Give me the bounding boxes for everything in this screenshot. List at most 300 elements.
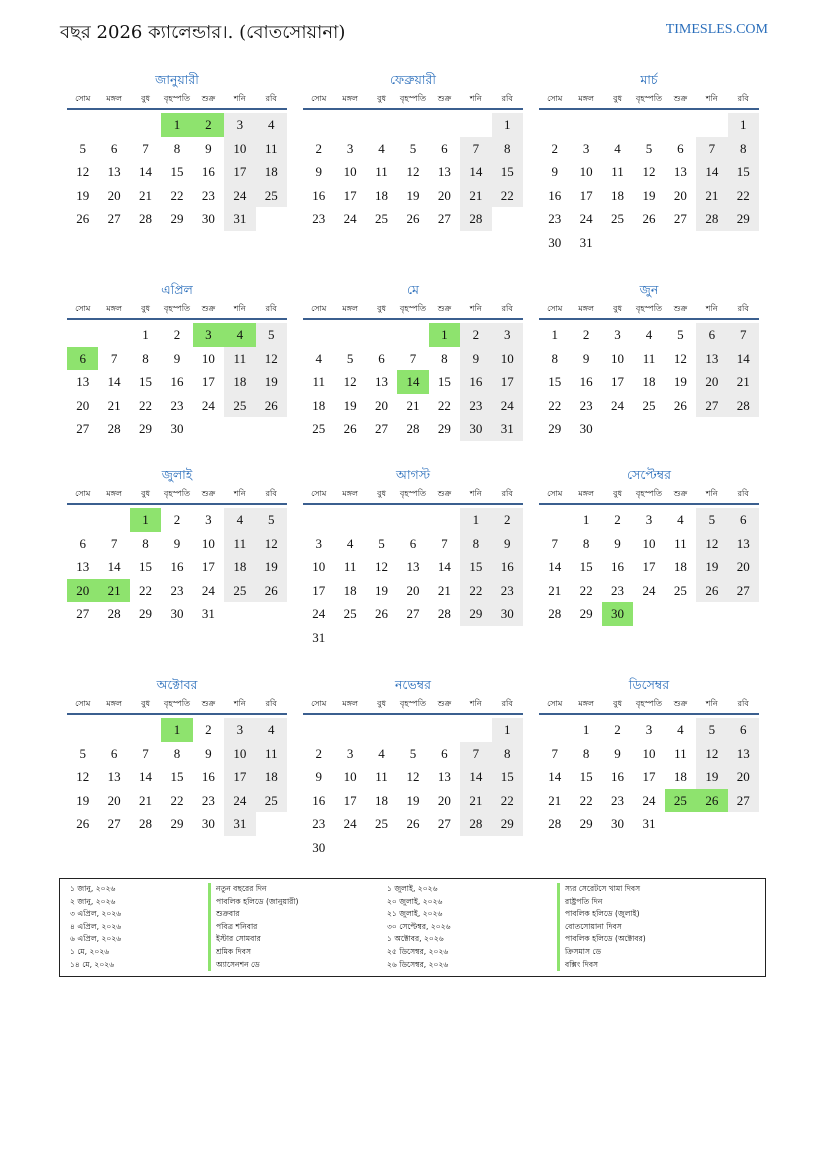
day-cell: 12	[406, 164, 420, 179]
day-cell: 11	[256, 742, 287, 766]
day-cell: 11	[312, 374, 325, 389]
empty-cell	[633, 113, 664, 137]
day-cell: 19	[375, 582, 389, 598]
day-cell: 8	[173, 140, 181, 156]
day-cell: 29	[579, 606, 593, 621]
day-cell: 7	[551, 745, 558, 761]
day-cell: 13	[76, 559, 90, 574]
month-calendar	[67, 280, 287, 441]
empty-cell	[67, 718, 98, 742]
day-cell: 23	[312, 211, 326, 226]
day-grid	[539, 323, 759, 441]
weekday-header	[539, 300, 759, 320]
day-cell: 24	[201, 397, 215, 413]
weekday-label: রবি	[265, 304, 277, 313]
day-cell: 25	[256, 789, 287, 813]
day-cell: 15	[170, 164, 184, 179]
day-cell: 1	[582, 512, 590, 527]
day-cell: 18	[673, 769, 687, 784]
day-cell: 24	[312, 606, 326, 621]
weekday-label: শনি	[233, 699, 246, 708]
day-cell: 14	[139, 769, 153, 784]
day-cell: 27	[437, 211, 451, 226]
day-cell: 9	[614, 745, 621, 761]
day-cell: 29	[437, 421, 451, 436]
day-cell: 26	[642, 211, 656, 226]
day-cell: 28	[406, 421, 420, 436]
day-cell: 26	[696, 579, 727, 603]
day-cell: 28	[139, 816, 153, 831]
day-cell: 9	[173, 535, 181, 551]
day-cell: 30	[201, 211, 215, 226]
day-cell: 30	[170, 606, 184, 621]
day-cell: 18	[256, 160, 287, 184]
page-title: বছর 2026 ক্যালেন্ডার।. (বোতসোয়ানা)	[60, 22, 346, 43]
day-cell: 13	[728, 532, 759, 556]
day-cell: 21	[406, 397, 420, 413]
day-cell: 8	[582, 535, 590, 551]
holiday-name: পবিত্র শনিবার	[208, 921, 299, 934]
day-cell: 2	[315, 745, 322, 761]
month-calendar	[539, 675, 759, 836]
holiday-name: ইস্টার সোমবার	[208, 933, 299, 946]
day-cell: 27	[673, 211, 687, 226]
holiday-day-cell: 1	[161, 113, 192, 137]
weekday-label: শনি	[705, 699, 718, 708]
holiday-date: ৩০ সেপ্টেম্বর, ২০২৬	[387, 921, 451, 931]
weekday-label: শনি	[469, 489, 482, 498]
weekday-label: রবি	[501, 489, 513, 498]
holiday-name: পাবলিক হলিডে (জানুয়ারী)	[208, 896, 299, 909]
day-cell: 2	[551, 140, 558, 156]
day-cell: 15	[548, 374, 562, 389]
day-cell: 30	[579, 421, 593, 436]
day-cell: 25	[375, 211, 389, 226]
weekday-label: মঙ্গল	[342, 489, 358, 498]
day-cell: 13	[696, 347, 727, 371]
day-cell: 19	[76, 792, 90, 808]
day-cell: 20	[437, 792, 451, 808]
day-cell: 26	[406, 816, 420, 831]
day-cell: 12	[642, 164, 656, 179]
day-cell: 22	[170, 792, 184, 808]
day-cell: 21	[460, 789, 491, 813]
empty-cell	[98, 718, 129, 742]
day-cell: 10	[224, 742, 255, 766]
day-cell: 14	[460, 160, 491, 184]
day-cell: 9	[315, 769, 322, 784]
day-cell: 8	[142, 350, 149, 366]
day-cell: 8	[551, 350, 558, 366]
month-name: অক্টোবর	[156, 677, 198, 692]
day-cell: 16	[201, 164, 215, 179]
holiday-name: রাষ্ট্রপতি দিন	[557, 896, 646, 909]
weekday-label: শুক্র	[673, 304, 688, 313]
day-cell: 4	[645, 327, 653, 342]
weekday-label: রবি	[265, 699, 277, 708]
weekday-header	[303, 695, 523, 715]
day-cell: 20	[728, 555, 759, 579]
day-cell: 25	[611, 211, 625, 226]
empty-cell	[665, 113, 696, 137]
day-cell: 26	[673, 397, 687, 413]
day-cell: 11	[256, 137, 287, 161]
day-cell: 28	[696, 207, 727, 231]
day-grid	[303, 323, 523, 441]
holiday-date: ২৫ ডিসেম্বর, ২০২৬	[387, 946, 449, 956]
day-grid	[67, 323, 287, 441]
day-cell: 30	[492, 602, 523, 626]
day-cell: 19	[256, 555, 287, 579]
day-cell: 26	[76, 816, 90, 831]
empty-cell	[539, 113, 570, 137]
day-cell: 25	[224, 579, 255, 603]
day-cell: 24	[343, 816, 357, 831]
weekday-label: সোম	[75, 94, 91, 103]
day-cell: 22	[170, 187, 184, 203]
weekday-label: শুক্র	[201, 94, 216, 103]
day-cell: 1	[492, 113, 523, 137]
day-cell: 1	[460, 508, 491, 532]
month-name: ফেব্রুয়ারী	[389, 72, 437, 87]
day-cell: 9	[582, 350, 590, 366]
day-cell: 3	[346, 745, 354, 761]
holiday-day-cell: 1	[130, 508, 161, 532]
day-cell: 15	[579, 769, 593, 784]
empty-cell	[539, 508, 570, 532]
weekday-label: বুধ	[141, 304, 151, 313]
day-cell: 18	[224, 555, 255, 579]
day-cell: 31	[224, 812, 255, 836]
month-name: নভেম্বর	[394, 677, 432, 692]
day-cell: 17	[579, 187, 593, 203]
weekday-label: বুধ	[141, 489, 151, 498]
day-cell: 9	[492, 532, 523, 556]
day-cell: 16	[611, 559, 625, 574]
holiday-day-cell: 2	[193, 113, 224, 137]
day-cell: 13	[673, 164, 687, 179]
day-cell: 9	[614, 535, 621, 551]
day-cell: 18	[611, 187, 625, 203]
month-calendar	[539, 70, 759, 254]
day-cell: 29	[170, 211, 184, 226]
day-cell: 4	[346, 535, 354, 551]
weekday-label: মঙ্গল	[342, 304, 358, 313]
weekday-label: শনি	[233, 489, 246, 498]
day-cell: 28	[548, 816, 562, 831]
day-cell: 12	[256, 347, 287, 371]
day-cell: 24	[492, 394, 523, 418]
day-cell: 9	[205, 140, 212, 156]
holiday-name: নতুন বছরের দিন	[208, 883, 299, 896]
day-cell: 2	[582, 327, 590, 342]
weekday-label: শুক্র	[201, 489, 216, 498]
day-cell: 17	[201, 559, 215, 574]
empty-cell	[303, 323, 334, 347]
day-cell: 26	[256, 579, 287, 603]
day-cell: 18	[224, 370, 255, 394]
day-cell: 24	[201, 582, 215, 598]
day-cell: 3	[645, 512, 653, 527]
day-cell: 17	[492, 370, 523, 394]
day-cell: 1	[728, 113, 759, 137]
weekday-label: বৃহস্পতি	[399, 699, 427, 708]
empty-cell	[303, 718, 334, 742]
day-cell: 5	[256, 508, 287, 532]
day-grid	[303, 113, 523, 231]
day-cell: 20	[437, 187, 451, 203]
day-cell: 3	[346, 140, 354, 156]
empty-cell	[303, 113, 334, 137]
day-cell: 27	[76, 606, 90, 621]
day-cell: 10	[642, 535, 656, 551]
day-cell: 20	[406, 582, 420, 598]
weekday-label: বৃহস্পতি	[635, 94, 663, 103]
day-cell: 16	[579, 374, 593, 389]
holiday-names-right	[557, 883, 646, 971]
day-cell: 6	[728, 508, 759, 532]
day-cell: 15	[492, 765, 523, 789]
day-cell: 7	[110, 535, 118, 551]
day-cell: 25	[343, 606, 357, 621]
weekday-label: সোম	[547, 304, 563, 313]
empty-cell	[397, 718, 428, 742]
day-cell: 11	[375, 164, 388, 179]
day-cell: 18	[256, 765, 287, 789]
day-cell: 5	[409, 745, 417, 761]
day-cell: 8	[142, 535, 149, 551]
day-cell: 28	[460, 812, 491, 836]
day-cell: 24	[611, 397, 625, 413]
day-cell: 18	[312, 397, 326, 413]
day-cell: 8	[173, 745, 181, 761]
holiday-date: ৩ এপ্রিল, ২০২৬	[70, 909, 122, 919]
day-cell: 24	[343, 211, 357, 226]
day-cell: 12	[696, 742, 727, 766]
day-cell: 3	[224, 718, 255, 742]
month-name: জুলাই	[161, 467, 193, 482]
day-cell: 22	[460, 579, 491, 603]
weekday-label: সোম	[75, 489, 91, 498]
day-cell: 29	[728, 207, 759, 231]
day-cell: 13	[107, 769, 121, 784]
weekday-label: সোম	[547, 94, 563, 103]
day-cell: 2	[205, 722, 212, 737]
day-cell: 20	[696, 370, 727, 394]
weekday-label: বৃহস্পতি	[635, 304, 663, 313]
day-cell: 19	[642, 187, 656, 203]
day-cell: 5	[346, 350, 354, 366]
empty-cell	[334, 113, 365, 137]
month-name: সেপ্টেম্বর	[627, 467, 671, 482]
day-cell: 3	[205, 512, 212, 527]
day-cell: 26	[256, 394, 287, 418]
day-cell: 16	[492, 555, 523, 579]
month-calendar	[303, 70, 523, 231]
weekday-label: সোম	[311, 699, 327, 708]
day-cell: 15	[728, 160, 759, 184]
empty-cell	[67, 508, 98, 532]
day-cell: 30	[460, 417, 491, 441]
day-cell: 30	[312, 839, 326, 855]
day-cell: 17	[611, 374, 625, 389]
day-cell: 10	[201, 535, 215, 551]
month-name: মার্চ	[640, 72, 658, 87]
day-cell: 24	[642, 582, 656, 598]
day-cell: 17	[201, 374, 215, 389]
day-cell: 28	[437, 606, 451, 621]
day-cell: 16	[312, 792, 326, 808]
weekday-label: শনি	[469, 699, 482, 708]
day-cell: 10	[642, 745, 656, 761]
day-cell: 11	[343, 559, 357, 574]
empty-cell	[397, 323, 428, 347]
month-name: এপ্রিল	[161, 282, 193, 297]
day-cell: 10	[201, 350, 215, 366]
day-cell: 23	[548, 211, 562, 226]
day-cell: 22	[437, 397, 451, 413]
month-calendar	[303, 280, 523, 441]
day-cell: 4	[224, 508, 255, 532]
day-cell: 16	[460, 370, 491, 394]
day-cell: 19	[256, 370, 287, 394]
holiday-day-cell: 14	[397, 370, 428, 394]
day-cell: 27	[437, 816, 451, 831]
empty-cell	[460, 718, 491, 742]
day-cell: 17	[343, 792, 357, 808]
weekday-label: মঙ্গল	[106, 304, 122, 313]
day-cell: 7	[728, 323, 759, 347]
day-cell: 2	[173, 327, 181, 342]
day-cell: 29	[579, 816, 593, 831]
day-cell: 27	[107, 211, 121, 226]
day-cell: 15	[437, 374, 451, 389]
day-cell: 21	[107, 397, 121, 413]
day-cell: 15	[579, 559, 593, 574]
day-cell: 27	[728, 579, 759, 603]
day-cell: 1	[551, 327, 558, 342]
holiday-name: স্যর সেরেটসে খামা দিবস	[557, 883, 646, 896]
weekday-label: সোম	[547, 699, 563, 708]
weekday-label: শুক্র	[437, 489, 452, 498]
day-cell: 5	[696, 508, 727, 532]
month-calendar	[539, 280, 759, 441]
weekday-header	[303, 485, 523, 505]
day-cell: 22	[728, 184, 759, 208]
day-cell: 21	[696, 184, 727, 208]
day-cell: 21	[728, 370, 759, 394]
day-cell: 13	[437, 164, 451, 179]
day-cell: 26	[406, 211, 420, 226]
day-cell: 11	[224, 532, 255, 556]
day-cell: 24	[642, 792, 656, 808]
weekday-header	[539, 695, 759, 715]
day-cell: 3	[315, 535, 322, 551]
day-cell: 31	[642, 816, 656, 831]
day-cell: 7	[460, 137, 491, 161]
day-cell: 24	[224, 789, 255, 813]
holiday-day-cell: 1	[161, 718, 192, 742]
holiday-name: ক্রিসমাস ডে	[557, 946, 646, 959]
day-cell: 12	[673, 350, 687, 366]
day-grid	[303, 508, 523, 649]
day-cell: 11	[642, 350, 656, 366]
holiday-dates-right	[387, 883, 451, 971]
weekday-label: রবি	[737, 489, 749, 498]
day-cell: 10	[492, 347, 523, 371]
day-cell: 28	[548, 606, 562, 621]
day-cell: 18	[375, 187, 389, 203]
day-cell: 18	[673, 559, 687, 574]
weekday-label: বৃহস্পতি	[163, 94, 191, 103]
day-cell: 11	[674, 745, 687, 761]
weekday-label: শনি	[469, 94, 482, 103]
day-cell: 16	[170, 559, 184, 574]
empty-cell	[460, 113, 491, 137]
day-cell: 11	[611, 164, 624, 179]
day-cell: 16	[201, 769, 215, 784]
weekday-header	[539, 90, 759, 110]
day-cell: 28	[107, 421, 121, 436]
weekday-label: বুধ	[613, 489, 623, 498]
day-cell: 21	[437, 582, 451, 598]
weekday-label: রবি	[501, 94, 513, 103]
weekday-label: সোম	[75, 304, 91, 313]
day-cell: 15	[139, 374, 153, 389]
day-cell: 24	[224, 184, 255, 208]
month-name: মে	[406, 282, 419, 297]
day-cell: 20	[728, 765, 759, 789]
day-cell: 14	[139, 164, 153, 179]
day-cell: 8	[582, 745, 590, 761]
weekday-label: রবি	[265, 489, 277, 498]
day-cell: 20	[107, 792, 121, 808]
day-cell: 3	[224, 113, 255, 137]
day-cell: 23	[312, 816, 326, 831]
day-cell: 3	[582, 140, 590, 156]
holiday-day-cell: 3	[193, 323, 224, 347]
weekday-label: বুধ	[377, 304, 387, 313]
weekday-label: মঙ্গল	[106, 94, 122, 103]
day-cell: 5	[378, 535, 385, 551]
weekday-label: মঙ্গল	[342, 699, 358, 708]
holiday-date: ১৪ মে, ২০২৬	[70, 959, 115, 969]
day-cell: 20	[107, 187, 121, 203]
day-cell: 4	[378, 140, 385, 156]
day-cell: 12	[406, 769, 420, 784]
day-cell: 16	[548, 187, 562, 203]
day-cell: 3	[492, 323, 523, 347]
holiday-name: অ্যাসেনশন ডে	[208, 959, 299, 972]
site-link[interactable]: TIMESLES.COM	[665, 22, 768, 37]
month-calendar	[67, 465, 287, 626]
weekday-header	[303, 300, 523, 320]
day-grid	[67, 718, 287, 836]
weekday-label: বৃহস্পতি	[635, 489, 663, 498]
day-cell: 12	[696, 532, 727, 556]
month-calendar	[303, 465, 523, 649]
month-name: ডিসেম্বর	[628, 677, 670, 692]
day-cell: 5	[409, 140, 417, 156]
day-cell: 6	[110, 140, 118, 156]
day-cell: 31	[312, 629, 326, 645]
day-cell: 10	[343, 164, 357, 179]
holiday-date: ৪ এপ্রিল, ২০২৬	[70, 921, 122, 931]
holiday-day-cell: 30	[602, 602, 633, 626]
holiday-date: ১ জুলাই, ২০২৬	[387, 884, 438, 893]
month-name: জুন	[639, 282, 659, 297]
day-cell: 13	[437, 769, 451, 784]
